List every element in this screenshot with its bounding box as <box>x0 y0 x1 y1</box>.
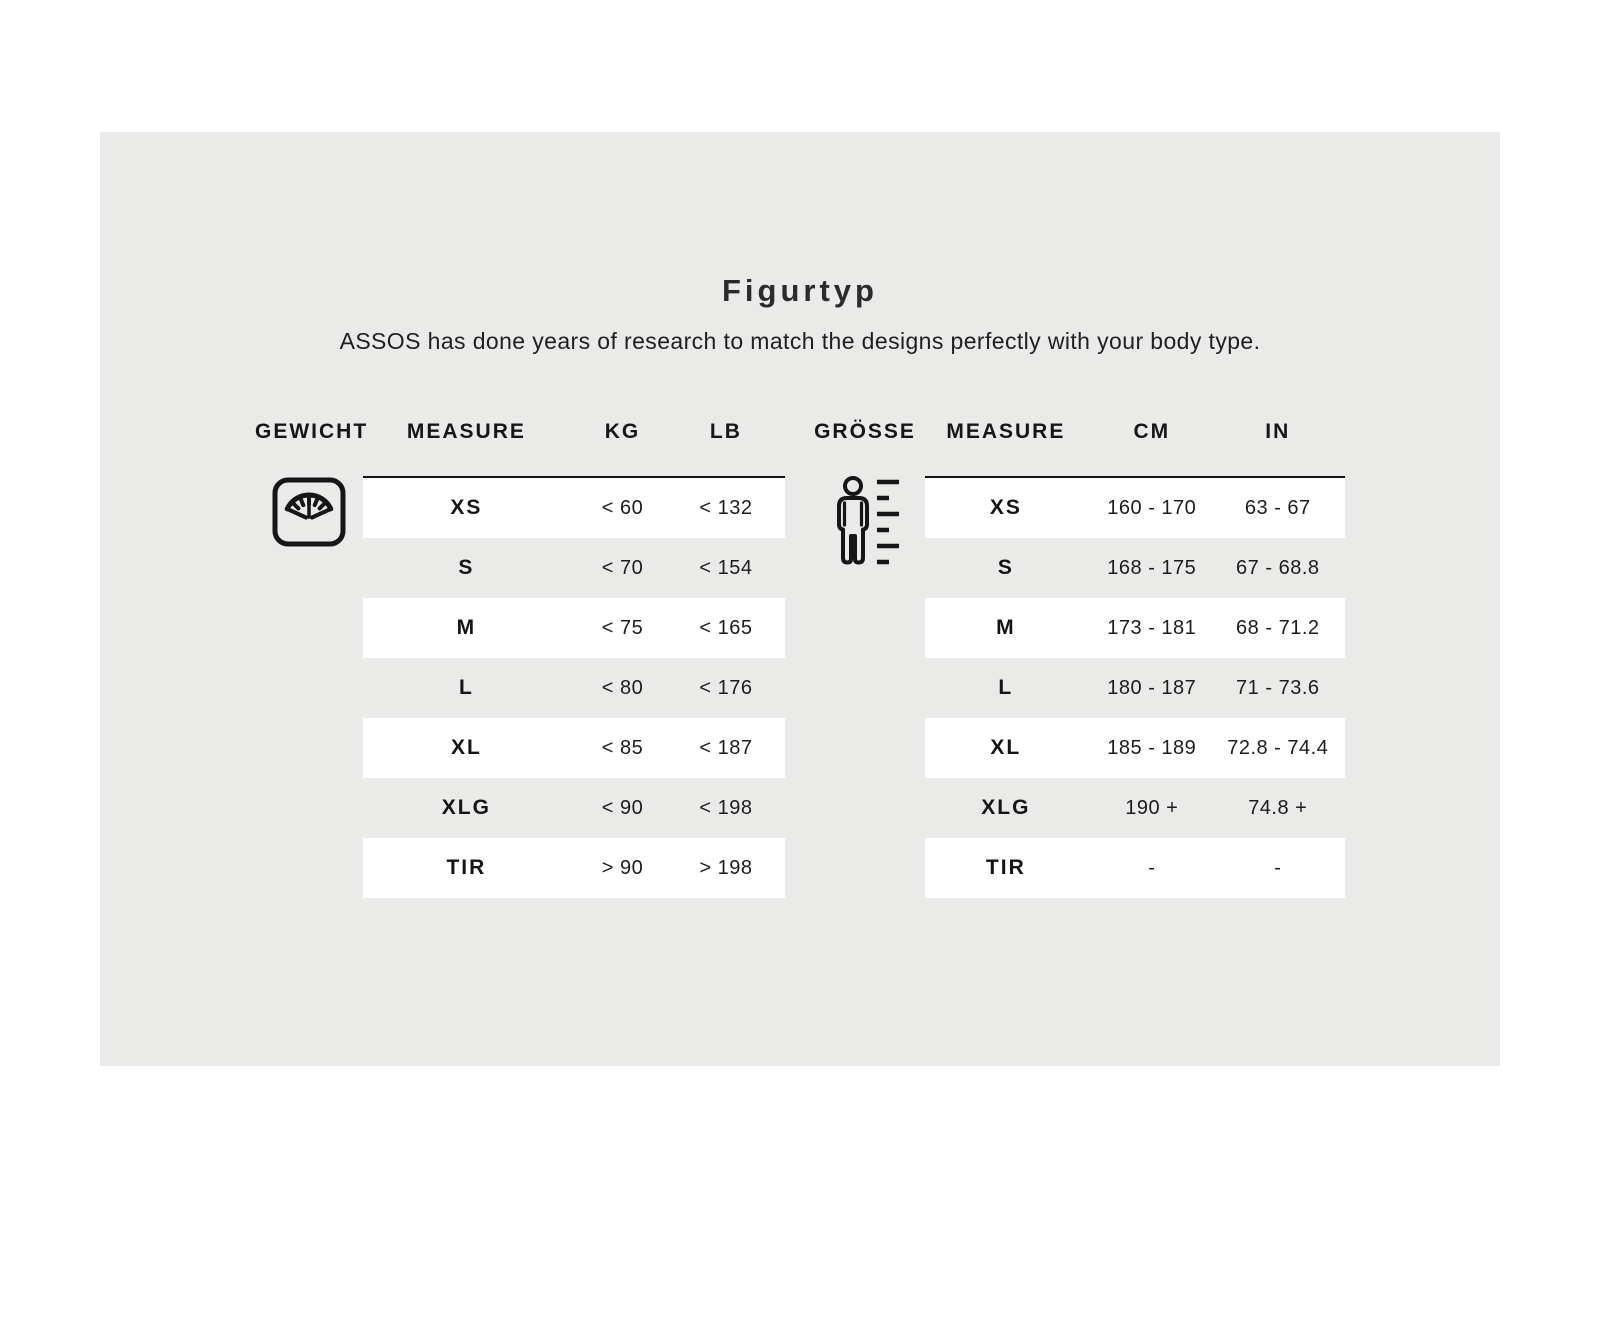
size-label: XLG <box>441 796 491 819</box>
in-value: 71 - 73.6 <box>1236 676 1320 699</box>
height-row-m <box>925 598 1345 658</box>
kg-value: < 80 <box>601 676 644 699</box>
height-header-row <box>805 418 1345 446</box>
bathroom-scale-icon <box>272 476 346 548</box>
weight-column-headers <box>363 420 785 444</box>
cm-value: 160 - 170 <box>1107 496 1197 519</box>
page-title: Figurtyp <box>722 273 878 308</box>
size-label: M <box>996 616 1016 639</box>
size-label: L <box>458 676 474 699</box>
in-value: 74.8 + <box>1248 796 1308 819</box>
weight-header-row <box>255 418 785 446</box>
height-col-cm: CM <box>1133 420 1171 443</box>
weight-col-lb: LB <box>709 420 742 443</box>
in-value: 72.8 - 74.4 <box>1227 736 1329 759</box>
cm-value: 173 - 181 <box>1107 616 1197 639</box>
weight-row-s <box>363 538 785 598</box>
cm-value: 168 - 175 <box>1107 556 1197 579</box>
weight-col-kg: KG <box>604 420 641 443</box>
kg-value: < 60 <box>601 496 644 519</box>
size-label: XL <box>990 736 1022 759</box>
person-height-ruler-icon <box>831 476 899 566</box>
height-corner-label: GRÖSSE <box>814 420 916 443</box>
weight-row-xs <box>363 478 785 538</box>
lb-value: < 154 <box>699 556 753 579</box>
height-row-xl <box>925 718 1345 778</box>
kg-value: < 75 <box>601 616 644 639</box>
height-row-xlg <box>925 778 1345 838</box>
kg-value: > 90 <box>601 856 644 879</box>
height-section <box>805 418 1345 898</box>
tables-row <box>100 418 1500 898</box>
weight-row-xlg <box>363 778 785 838</box>
kg-value: < 85 <box>601 736 644 759</box>
size-label: S <box>997 556 1014 579</box>
size-label: XS <box>450 496 483 519</box>
height-row-xs <box>925 478 1345 538</box>
size-label: XLG <box>981 796 1031 819</box>
height-table <box>925 476 1345 898</box>
in-value: 63 - 67 <box>1244 496 1311 519</box>
page-subtitle: ASSOS has done years of research to match the designs perfectly with your body type. <box>339 328 1261 354</box>
size-label: TIR <box>446 856 487 879</box>
weight-table <box>363 476 785 898</box>
height-column-headers <box>925 420 1345 444</box>
lb-value: < 165 <box>699 616 753 639</box>
in-value: 68 - 71.2 <box>1236 616 1320 639</box>
weight-col-measure: MEASURE <box>406 420 526 443</box>
in-value: - <box>1274 856 1282 879</box>
size-label: M <box>456 616 477 639</box>
height-row-s <box>925 538 1345 598</box>
kg-value: < 90 <box>601 796 644 819</box>
weight-row-l <box>363 658 785 718</box>
weight-row-m <box>363 598 785 658</box>
size-label: L <box>998 676 1014 699</box>
height-body <box>805 476 1345 898</box>
lb-value: < 176 <box>699 676 753 699</box>
cm-value: - <box>1148 856 1156 879</box>
height-icon-cell <box>805 476 925 566</box>
size-label: TIR <box>985 856 1026 879</box>
weight-row-tir <box>363 838 785 898</box>
size-label: S <box>458 556 475 579</box>
height-col-in: IN <box>1265 420 1291 443</box>
weight-icon-cell <box>255 476 363 548</box>
height-col-measure: MEASURE <box>946 420 1066 443</box>
kg-value: < 70 <box>601 556 644 579</box>
weight-section <box>255 418 785 898</box>
size-label: XL <box>450 736 482 759</box>
cm-value: 190 + <box>1125 796 1179 819</box>
cm-value: 185 - 189 <box>1107 736 1197 759</box>
weight-body <box>255 476 785 898</box>
lb-value: < 198 <box>699 796 753 819</box>
height-row-l <box>925 658 1345 718</box>
height-row-tir <box>925 838 1345 898</box>
in-value: 67 - 68.8 <box>1236 556 1320 579</box>
weight-row-xl <box>363 718 785 778</box>
lb-value: < 132 <box>699 496 753 519</box>
lb-value: > 198 <box>699 856 753 879</box>
size-chart-panel <box>100 132 1500 1066</box>
size-label: XS <box>989 496 1022 519</box>
lb-value: < 187 <box>699 736 753 759</box>
cm-value: 180 - 187 <box>1107 676 1197 699</box>
weight-corner-label: GEWICHT <box>255 420 369 443</box>
